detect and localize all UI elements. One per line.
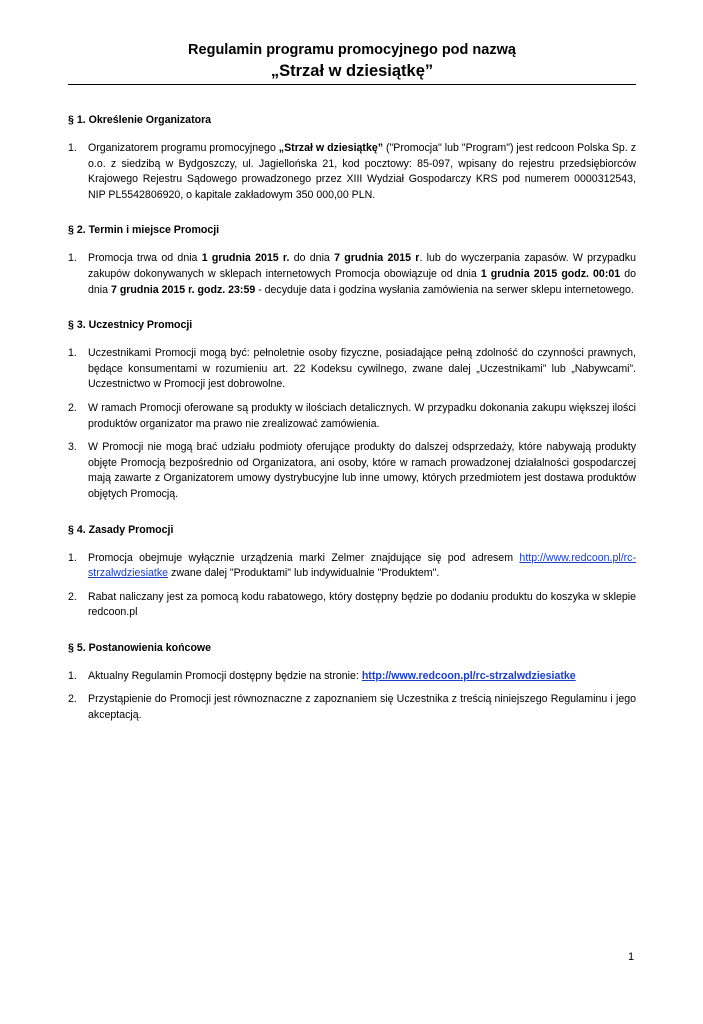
section-heading: § 5. Postanowienia końcowe <box>68 641 212 654</box>
bold-text: 7 grudnia 2015 r. godz. 23:59 <box>110 283 256 296</box>
item-text: Organizatorem programu promocyjnego <box>88 142 279 154</box>
item-text: do dnia <box>289 252 335 265</box>
section-list <box>68 251 636 298</box>
item-text: W Promocji nie mogą brać udziału podmioty oferujące produkty do dalszej odsprzedaży, które nabywają produkty objęte Promocją bezpośrednio od Organizatora, ani osoby, które w ramach prowadzonej działalności gospodarczej mają zawarte z Organizatorem umowy dystrybucyjne lub inne umowy, których przedmiotem jest dostawa produktów objętych Promocją. <box>88 441 636 500</box>
item-text: Przystąpienie do Promocji jest równoznaczne z zapoznaniem się Uczestnika z treścią niniejszego Regulaminu i jego akceptacją. <box>88 693 636 722</box>
section-list <box>68 346 636 502</box>
list-item <box>68 346 636 393</box>
section-heading: § 3. Uczestnicy Promocji <box>68 319 193 332</box>
list-item-number: 1. <box>68 347 77 360</box>
section-heading: § 4. Zasady Promocji <box>68 523 174 536</box>
section-heading: § 1. Określenie Organizatora <box>68 114 212 126</box>
section-list <box>68 551 636 621</box>
list-item-number: 2. <box>68 590 77 603</box>
item-text: zwane dalej "Produktami" lub indywidualnie "Produktem". <box>168 567 440 580</box>
page-number: 1 <box>628 951 635 963</box>
list-item <box>68 401 636 432</box>
section-list <box>68 669 636 724</box>
list-item-number: 2. <box>68 693 77 706</box>
item-text: Promocja trwa od dnia <box>88 252 202 265</box>
list-item <box>68 551 636 582</box>
bold-text: „Strzał w dziesiątkę” <box>278 142 384 154</box>
item-text: Uczestnikami Promocji mogą być: pełnoletnie osoby fizyczne, posiadające pełną zdolność do czynności prawnych, będące konsumentami w rozumieniu art. 22 Kodeksu cywilnego, zwane dalej „Uczestnikami” lub „Nabywcami”. Uczestnictwo w Promocji jest dobrowolne. <box>88 347 636 391</box>
title-divider <box>68 84 636 85</box>
list-item-number: 1. <box>68 551 77 564</box>
list-item <box>68 669 636 685</box>
promo-link[interactable]: http://www.redcoon.pl/rc-strzalwdziesiatke <box>361 669 576 682</box>
list-item-number: 2. <box>68 401 77 414</box>
document-title <box>68 40 636 82</box>
promo-link[interactable]: http://www.redcoon.pl/rc-strzalwdziesiatke <box>88 551 636 580</box>
section-heading: § 2. Termin i miejsce Promocji <box>68 224 220 237</box>
list-item <box>68 251 636 298</box>
bold-text: 1 grudnia 2015 godz. 00:01 <box>480 267 621 280</box>
section-list <box>68 141 636 203</box>
bold-text: 7 grudnia 2015 r <box>334 252 420 265</box>
document-page <box>68 40 636 732</box>
sections-container <box>68 113 636 724</box>
item-text: . lub do wyczerpania zapasów. W przypadku zakupów dokonywanych w sklepach internetowych Promocja obowiązuje od dnia <box>88 252 636 280</box>
list-item <box>68 141 636 203</box>
list-item-number: 1. <box>68 142 77 154</box>
item-text: W ramach Promocji oferowane są produkty w ilościach detalicznych. W przypadku dokonania zakupu większej ilości produktów organizator ma prawo nie zrealizować zamówienia. <box>88 401 636 430</box>
title-line-1: Regulamin programu promocyjnego pod nazwą <box>188 42 516 58</box>
list-item <box>68 590 636 621</box>
item-text: - decyduje data i godzina wysłania zamówienia na serwer sklepu internetowego. <box>255 283 634 296</box>
item-text: Aktualny Regulamin Promocji dostępny będzie na stronie: <box>88 669 362 682</box>
item-text: ("Promocja" lub "Program") jest redcoon Polska Sp. z o.o. z siedzibą w Bydgoszczy, ul. Jagiellońska 21, kod pocztowy: 85-097, wpisany do rejestru przedsiębiorców Krajowego Rejestru Sądowego prowadzonego przez XIII Wydział Gospodarczy KRS pod numerem 0000312543, NIP PL5542806920, o kapitale zakładowym 350 000,00 PLN. <box>88 142 636 201</box>
list-item-number: 3. <box>68 441 77 454</box>
item-text: do dnia <box>88 267 636 296</box>
item-text: Rabat naliczany jest za pomocą kodu rabatowego, który dostępny będzie po dodaniu produktu do koszyka w sklepie redcoon.pl <box>88 590 636 619</box>
title-line-2: „Strzał w dziesiątkę” <box>270 62 434 80</box>
item-text: Promocja obejmuje wyłącznie urządzenia marki Zelmer znajdujące się pod adresem <box>88 551 520 564</box>
list-item <box>68 692 636 723</box>
bold-text: 1 grudnia 2015 r. <box>201 252 290 265</box>
list-item <box>68 440 636 502</box>
list-item-number: 1. <box>68 669 77 682</box>
list-item-number: 1. <box>68 252 77 265</box>
